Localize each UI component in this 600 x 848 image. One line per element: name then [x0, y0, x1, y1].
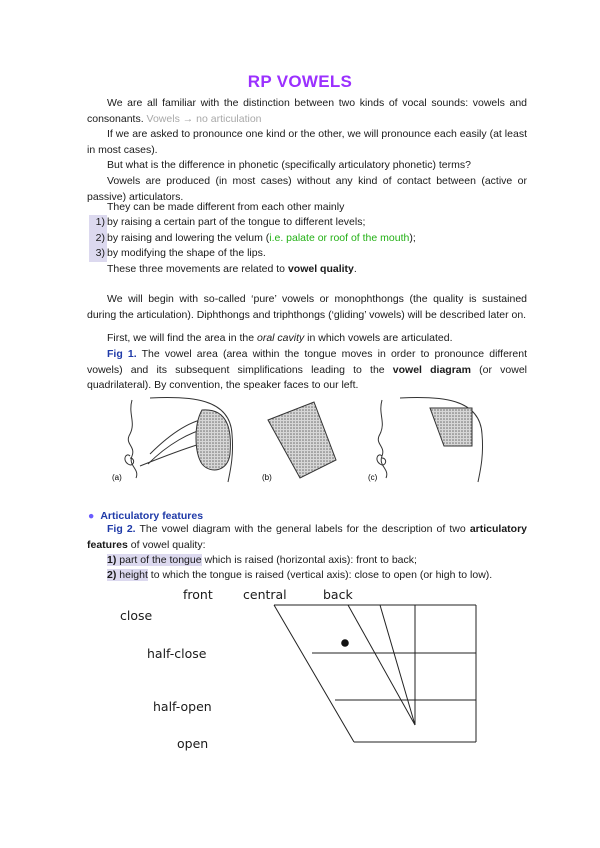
list-number: 3) [89, 246, 107, 262]
oral-end: in which vowels are articulated. [304, 332, 453, 344]
central-line [380, 605, 415, 725]
row-label-close: close [120, 608, 153, 623]
page-title: RP VOWELS [247, 72, 353, 91]
quality-end: . [353, 263, 357, 275]
figure1-illustration [110, 394, 500, 486]
list-text: by raising a certain part of the tongue to different levels; [107, 216, 366, 228]
feature-text: which is raised (horizontal axis): front to back; [201, 554, 417, 566]
row-label-half-close: half-close [147, 646, 207, 661]
central-line [348, 605, 415, 725]
figure2-term: articulatory features [87, 523, 528, 551]
figure1-label: Fig 1. [107, 348, 137, 360]
quality-text: These three movements are related to [107, 263, 288, 275]
figure1-caption [87, 347, 527, 394]
list-item [95, 231, 416, 247]
quality-term: vowel quality [287, 263, 354, 275]
vowel-point [341, 639, 349, 647]
figure2-text: The vowel diagram with the general labels for the description of two [135, 523, 470, 535]
figure1-end: (or vowel quadrilateral). By convention, the speaker faces to our left. [87, 363, 528, 392]
paragraph-monophthongs: We will begin with so-called ‘pure’ vowels or monophthongs (the quality is sustained during the articulation). Diphthongs and triphthongs (‘gliding’ vowels) will be described later on. [87, 293, 527, 321]
list-end: ); [409, 232, 416, 244]
paragraph-oral-cavity [87, 331, 527, 347]
paragraph-articulators: Vowels are produced (in most cases) without any kind of contact between (active or passive) articulators. [87, 175, 527, 203]
panel-b-drawing [268, 402, 336, 478]
feature-highlight: height [116, 569, 148, 581]
list-note: i.e. palate or roof of the mouth [269, 232, 410, 244]
list-item [95, 246, 266, 262]
panel-a-drawing [125, 397, 233, 482]
bullet-icon: ● [88, 510, 95, 522]
oral-text: First, we will find the area in the [107, 332, 257, 344]
section-heading [88, 510, 203, 522]
figure1-term: vowel diagram [392, 363, 471, 376]
paragraph-pronounce: If we are asked to pronounce one kind or the other, we will pronounce each easily (at least in most cases). [87, 128, 527, 156]
feature-text: to which the tongue is raised (vertical axis): close to open (or high to low). [147, 569, 493, 581]
panel-c-drawing [377, 397, 483, 482]
intro-text: We are all familiar with the distinction between two kinds of vocal sounds: vowels and consonants. [87, 97, 527, 125]
figure1-panel-label: (a) [112, 473, 122, 482]
oral-term: oral cavity [256, 332, 305, 344]
vowel-quadrilateral [250, 598, 490, 748]
column-label-back: back [323, 587, 353, 602]
feature-number: 2) [107, 569, 117, 581]
front-line [274, 605, 354, 742]
figure1-text: The vowel area (area within the tongue moves in order to pronounce different vowels) and its subsequent simplifications leading to the [87, 348, 527, 376]
column-label-central: central [243, 587, 287, 602]
feature-item [107, 553, 417, 569]
paragraph-quality [87, 262, 527, 278]
figure2-end: of vowel quality: [127, 538, 206, 551]
paragraph-mainly: They can be made different from each other mainly [107, 201, 345, 213]
column-label-front: front [183, 587, 213, 602]
list-item [95, 215, 366, 231]
row-label-half-open: half-open [153, 699, 212, 714]
list-text: by raising and lowering the velum ( [107, 232, 270, 244]
figure2-caption [87, 522, 527, 553]
paragraph-intro [87, 96, 527, 127]
figure2-label: Fig 2. [107, 523, 136, 535]
list-text: by modifying the shape of the lips. [107, 247, 266, 259]
feature-item [107, 568, 492, 584]
list-number: 1) [89, 215, 107, 231]
paragraph-question: But what is the difference in phonetic (specifically articulatory phonetic) terms? [107, 159, 471, 171]
list-number: 2) [89, 231, 107, 247]
intro-note: Vowels → no articulation [146, 112, 262, 125]
figure1-panel-label: (b) [262, 473, 272, 482]
feature-highlight: part of the tongue [116, 554, 202, 566]
row-label-open: open [177, 736, 209, 751]
section-heading-text: Articulatory features [100, 510, 204, 522]
feature-number: 1) [107, 554, 117, 566]
figure1-panel-label: (c) [368, 473, 378, 482]
